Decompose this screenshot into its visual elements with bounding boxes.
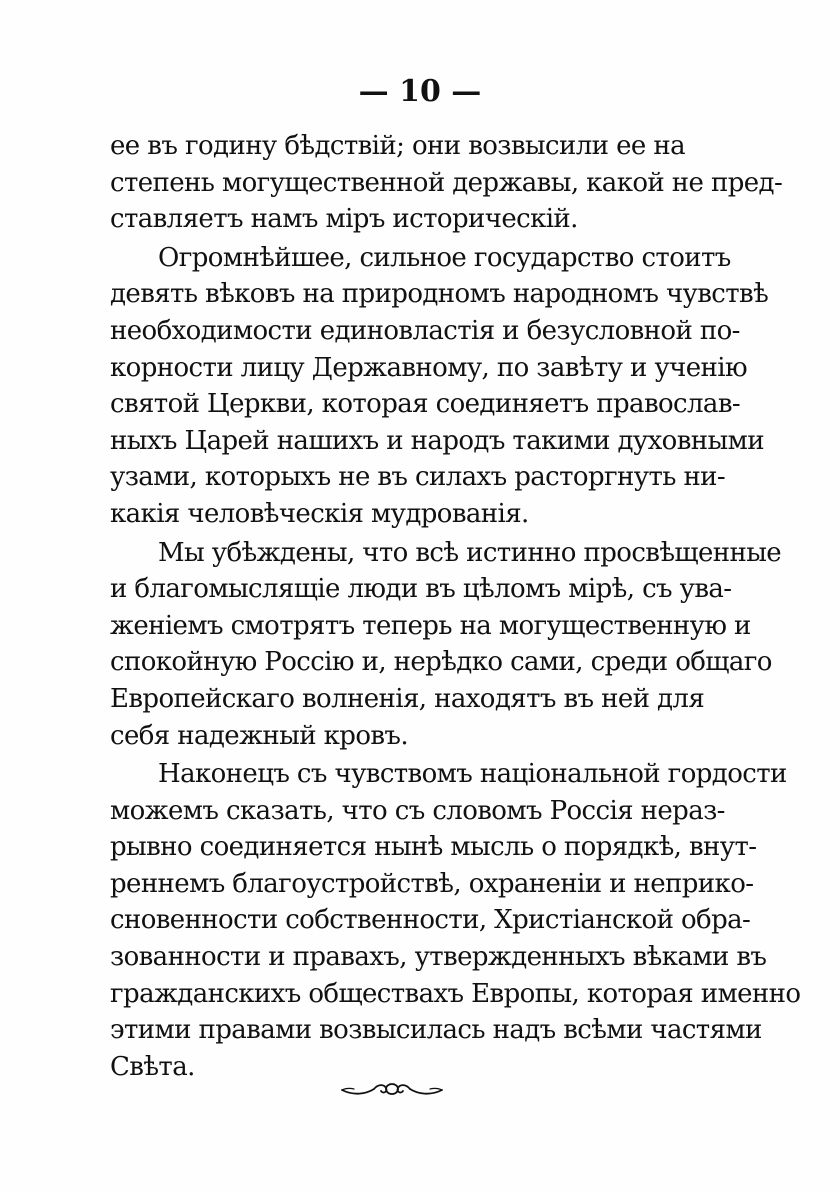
body-text — [110, 128, 801, 1085]
text-line: ставляетъ намъ міръ историческій. — [110, 204, 578, 235]
text-line: девять вѣковъ на природномъ народномъ чувствѣ — [110, 279, 769, 310]
paragraph — [110, 128, 783, 238]
page-number-header: — 10 — — [358, 74, 482, 109]
text-line: какія человѣческія мудрованія. — [110, 498, 529, 529]
text-line: Мы убѣждены, что всѣ истинно просвѣщенные — [158, 537, 782, 568]
text-line: зованности и правахъ, утвержденныхъ вѣками въ — [110, 942, 767, 973]
text-line: можемъ сказать, что съ словомъ Россія нераз- — [110, 795, 725, 826]
text-line: Огромнѣйшее, сильное государство стоитъ — [158, 242, 731, 273]
text-line: сновенности собственности, Христіанской обра- — [110, 905, 751, 936]
text-line: святой Церкви, которая соединяетъ православ- — [110, 389, 741, 420]
text-line: и благомыслящіе люди въ цѣломъ мірѣ, съ ува- — [110, 574, 732, 605]
text-line: необходимости единовластія и безусловной по- — [110, 315, 740, 346]
text-line: себя надежный кровъ. — [110, 720, 409, 751]
text-line: рывно соединяется нынѣ мысль о порядкѣ, внут- — [110, 832, 757, 863]
text-line: степень могущественной державы, какой не пред- — [110, 167, 783, 198]
text-line: реннемъ благоустройствѣ, охраненіи и неприко- — [110, 868, 754, 899]
paragraph — [110, 535, 782, 755]
text-line: гражданскихъ обществахъ Европы, которая именно — [110, 978, 801, 1009]
text-line: ее въ годину бѣдствій; они возвысили ее на — [110, 131, 685, 161]
flourish-ornament-icon — [340, 1078, 444, 1100]
text-line: Свѣта. — [110, 1051, 195, 1082]
paragraph — [110, 756, 801, 1085]
text-line: корности лицу Державному, по завѣту и ученію — [110, 352, 747, 383]
text-line: женіемъ смотрятъ теперь на могущественную и — [110, 610, 751, 641]
text-line: узами, которыхъ не въ силахъ расторгнуть ни- — [110, 462, 726, 493]
paragraph — [110, 240, 769, 533]
text-line: Наконецъ съ чувствомъ національной гордости — [158, 759, 787, 790]
text-line: этими правами возвысилась надъ всѣми частями — [110, 1015, 762, 1046]
text-line: спокойную Россію и, нерѣдко сами, среди общаго — [110, 647, 772, 678]
text-line: Европейскаго волненія, находятъ въ ней для — [110, 683, 705, 714]
text-line: ныхъ Царей нашихъ и народъ такими духовными — [110, 425, 764, 456]
